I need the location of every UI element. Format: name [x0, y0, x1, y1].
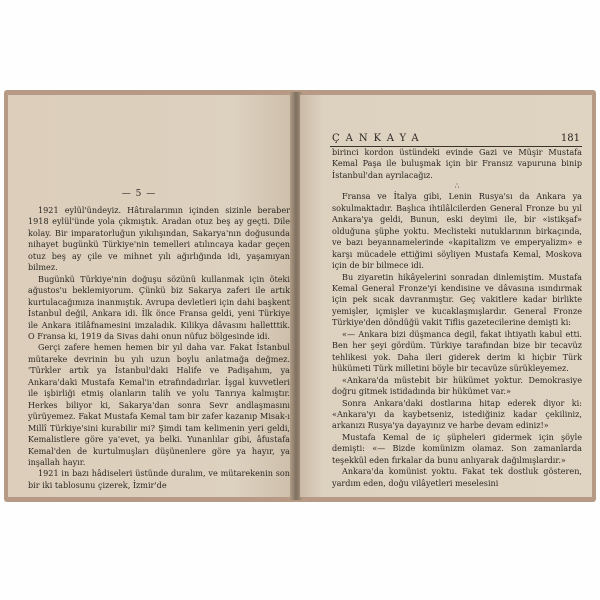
section-separator: ∴	[454, 182, 460, 191]
paragraph: «— Ankara bizi düşmanca degil, fakat ihtiyatlı kabul etti. Ben her şeyi gördüm. Türkiye tarafından bize bir tecavüz tehlikesi yok. Daha ileri giderek derim ki hiçbir Türk hükümeti Türk milletini böyle bir tecavüze sürükleyemez.	[332, 328, 582, 374]
left-page	[8, 95, 292, 497]
paragraph: «Ankara'da müstebit bir hükümet yoktur. Demokrasiye doğru gitmek istidadında bir hükümet var.»	[332, 374, 582, 397]
paragraph: 1921 in bazı hâdiseleri üstünde duralım, ve mütarekenin son bir iki tablosunu çizerek, İzmir'de	[28, 468, 290, 490]
paragraph: Sonra Ankara'daki dostlarına hitap ederek diyor ki: «Ankara'yı da kaybetseniz, istediğiniz kadar çekiliniz, arkanızı Rusya'ya dayayınız ve harbe devam ediniz!»	[332, 397, 582, 431]
right-page	[300, 95, 592, 497]
paragraph: Mustafa Kemal de iç şüpheleri gidermek için şöyle demişti: «— Bizde komünizm olamaz. Son zamanlarda teşekkül eden fırkalar da bunu anlıyarak dağılmışlardır.»	[332, 431, 582, 465]
paragraph: Bu ziyaretin hikâyelerini sonradan dinlemiştim. Mustafa Kemal General Fronze'yi kendisine ve dâvasına ısındırmak için pek sıcak davranmıştır. Geç vakitlere kadar birlikte yemişler, içmişler ve kucaklaşmışlardır. General Fronze Türkiye'den döndüğü vakit Tiflis gazetecilerine demişti ki:	[332, 271, 582, 328]
paragraph: 1921 eylül'ündeyiz. Hâtıralarımın içinden sizinle beraber 1918 eylül'ünde yola çıkmıştık. Aradan otuz beş ay geçti. Dile kolay. Bir imparatorluğun yıkılışından, Sakarya'nın doğusunda nihayet bugünkü Türkiye'nin temelleri atılıncaya kadar geçen otuz beş ay çile ve mihnet yılı ağırlığında idi, yaşamıyan bilmez.	[28, 205, 290, 273]
paragraph: Fransa ve İtalya gibi, Lenin Rusya'sı da Ankara ya sokulmaktadır. Başlıca ihtilâlcilerden General Fronze bu yıl Ankara'ya geldi, Bunun, eski deyimi ile, bir «istikşaf» olduğuna şüphe yoktu. Meclisteki nutuklarının birkaçında, ve bazı beyannamelerinde «kapitalizm ve emperyalizm» e karşı mücadele ettiğimi söyliyen Mustafa Kemal, Moskova için de bir bilmece idi.	[332, 191, 582, 271]
page-number: 181	[560, 133, 580, 144]
paragraph: Ankara'da komünist yoktu. Fakat tek dostluk gösteren, yardım eden, doğu vilâyetleri meselesini	[332, 466, 582, 488]
chapter-mark: — 5 —	[121, 189, 157, 199]
left-page-text	[28, 205, 290, 491]
running-head: ÇANKAYA	[332, 133, 425, 144]
paragraph: Gerçi zafere hemen hemen bir yıl daha var. Fakat İstanbul mütareke devrinin bu yılı uzun boylu anlatmağa değmez. 'Türkler artık ya İstanbul'daki Halife ve Padişahım, ya Ankara'daki Mustafa Kemal'in etrafındadırlar. İşgal kuvvetleri ile işbirliği etmiş olanların talih ve yolu Tanrıya kalmıştır. Herkes biliyor ki, Sakarya'dan sonra Sevr andlaşmasını yürüyemez. Fakat Mustafa Kemal tam bir zafer kazanıp Misak-ı Millî Türkiye'sini kurabilir mi? Şimdi tam kelimenin yeri geldi, Kemalistlere göre ya'evet, ya belki. Yunanlılar gibi, âfustafa Kemal'den de kurtulmuşları düşünenlere göre ya hayır, ya inşallah hayır.	[28, 342, 290, 467]
paragraph: birinci kordon üstündeki evinde Gazi ve Müşir Mustafa Kemal Paşa ile buluşmak için bir Fransız vapuruna binip İstanbul'dan ayrılacağız.	[332, 147, 582, 180]
right-page-text	[332, 147, 582, 489]
paragraph: Bugünkü Türkiye'nin doğuşu sözünü kullanmak için öteki ağustos'u beklemiyorum. Çünkü biz Sakarya zaferi ile artık kurtulacağımıza inanmıştık. Avrupa devletleri için dahi başkent İstanbul değil, Ankara idi. İlk önce Fransa geldi, yeni Türkiye ile Ankara itilâfnamesini imzaladık. Kilikya dâvasını halletttik. O Fransa ki, 1919 da Sivas dahi onun nüfuz bölgesinde idi.	[28, 273, 290, 341]
